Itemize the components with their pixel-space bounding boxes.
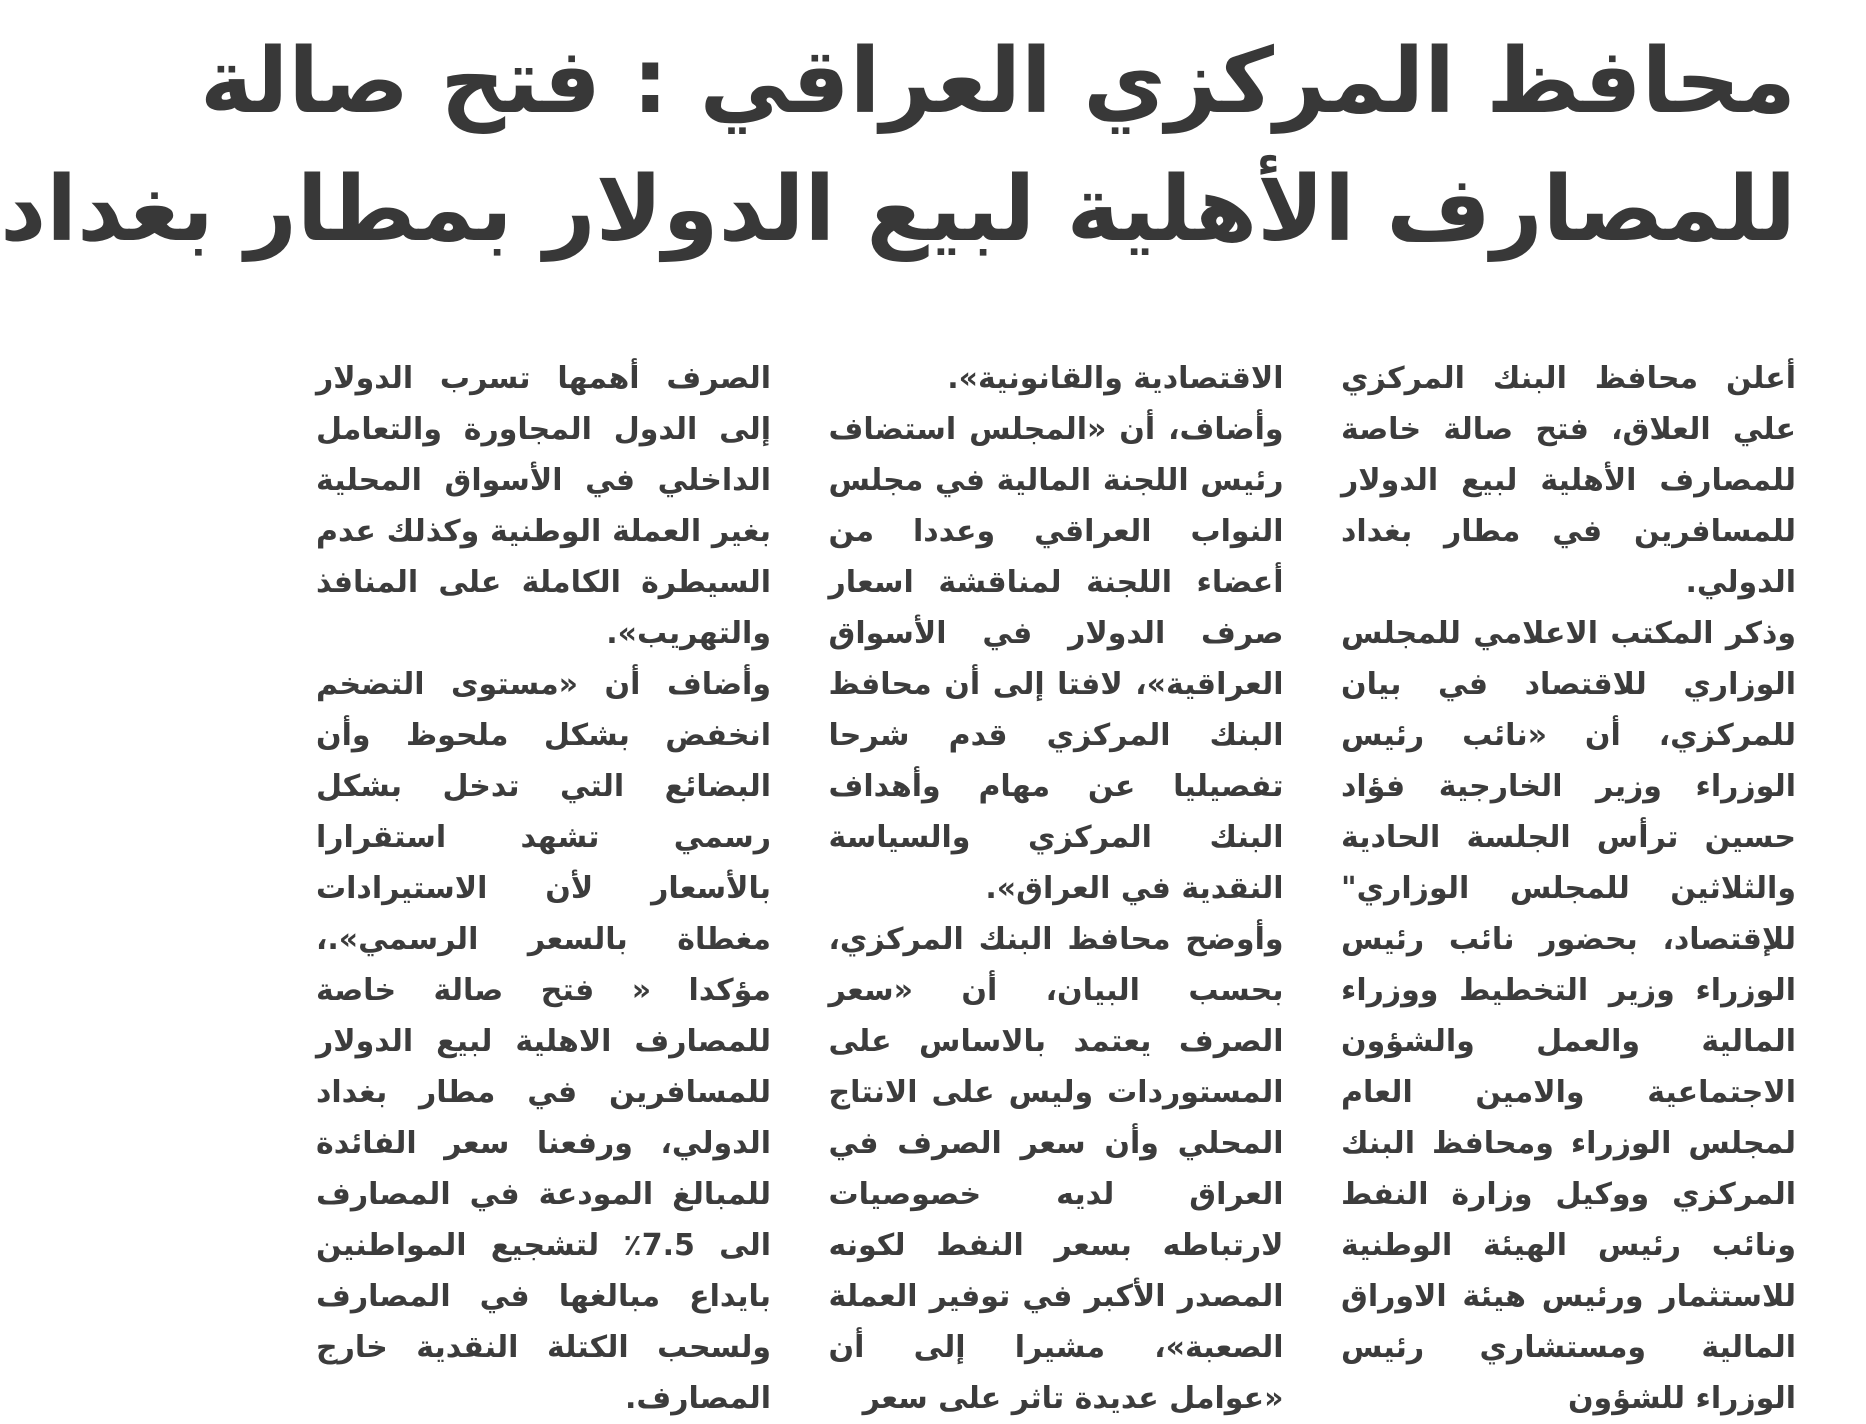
paragraph: وأضاف أن «مستوى التضخم انخفض بشكل ملحوظ وأن البضائع التي تدخل بشكل رسمي تشهد استقرارا بالأسعار لأن الاستيرادات مغطاة بالسعر الرسمي».، مؤكدا « فتح صالة خاصة للمصارف الاهلية لبيع الدولار للمسافرين في مطار بغداد الدولي، ورفعنا سعر الفائدة للمبالغ المودعة في المصارف الى 7.5٪ لتشجيع المواطنين بايداع مبالغها في المصارف ولسحب الكتلة النقدية خارج المصارف. <box>316 667 771 1416</box>
headline <box>0 18 1796 274</box>
paragraph: الصرف أهمها تسرب الدولار إلى الدول المجاورة والتعامل الداخلي في الأسواق المحلية بغير العملة الوطنية وكذلك عدم السيطرة الكاملة على المنافذ والتهريب». <box>316 361 771 651</box>
paragraph: الاقتصادية والقانونية». <box>947 361 1284 396</box>
headline-line-2: للمصارف الأهلية لبيع الدولار بمطار بغداد <box>0 157 1796 262</box>
article-column-1 <box>1341 353 1796 1416</box>
article-body <box>316 353 1796 1416</box>
paragraph: وأضاف، أن «المجلس استضاف رئيس اللجنة المالية في مجلس النواب العراقي وعددا من أعضاء اللجنة لمناقشة اسعار صرف الدولار في الأسواق العراقية»، لافتا إلى أن محافظ البنك المركزي قدم شرحا تفصيليا عن مهام وأهداف البنك المركزي والسياسة النقدية في العراق». <box>828 412 1284 906</box>
paragraph: وذكر المكتب الاعلامي للمجلس الوزاري للاقتصاد في بيان للمركزي، أن «نائب رئيس الوزراء وزير الخارجية فؤاد حسين ترأس الجلسة الحادية والثلاثين للمجلس الوزاري" للإقتصاد، بحضور نائب رئيس الوزراء وزير التخطيط ووزراء المالية والعمل والشؤون الاجتماعية والامين العام لمجلس الوزراء ومحافظ البنك المركزي ووكيل وزارة النفط ونائب رئيس الهيئة الوطنية للاستثمار ورئيس هيئة الاوراق المالية ومستشاري رئيس الوزراء للشؤون <box>1341 616 1796 1416</box>
headline-line-1: محافظ المركزي العراقي : فتح صالة <box>199 29 1796 134</box>
article-column-2 <box>828 353 1284 1416</box>
paragraph: وأوضح محافظ البنك المركزي، بحسب البيان، أن «سعر الصرف يعتمد بالاساس على المستوردات وليس على الانتاج المحلي وأن سعر الصرف في العراق لديه خصوصيات لارتباطه بسعر النفط لكونه المصدر الأكبر في توفير العملة الصعبة»، مشيرا إلى أن «عوامل عديدة تاثر على سعر <box>828 922 1284 1416</box>
paragraph: أعلن محافظ البنك المركزي علي العلاق، فتح صالة خاصة للمصارف الأهلية لبيع الدولار للمسافرين في مطار بغداد الدولي. <box>1341 361 1796 600</box>
article-column-3 <box>316 353 771 1416</box>
